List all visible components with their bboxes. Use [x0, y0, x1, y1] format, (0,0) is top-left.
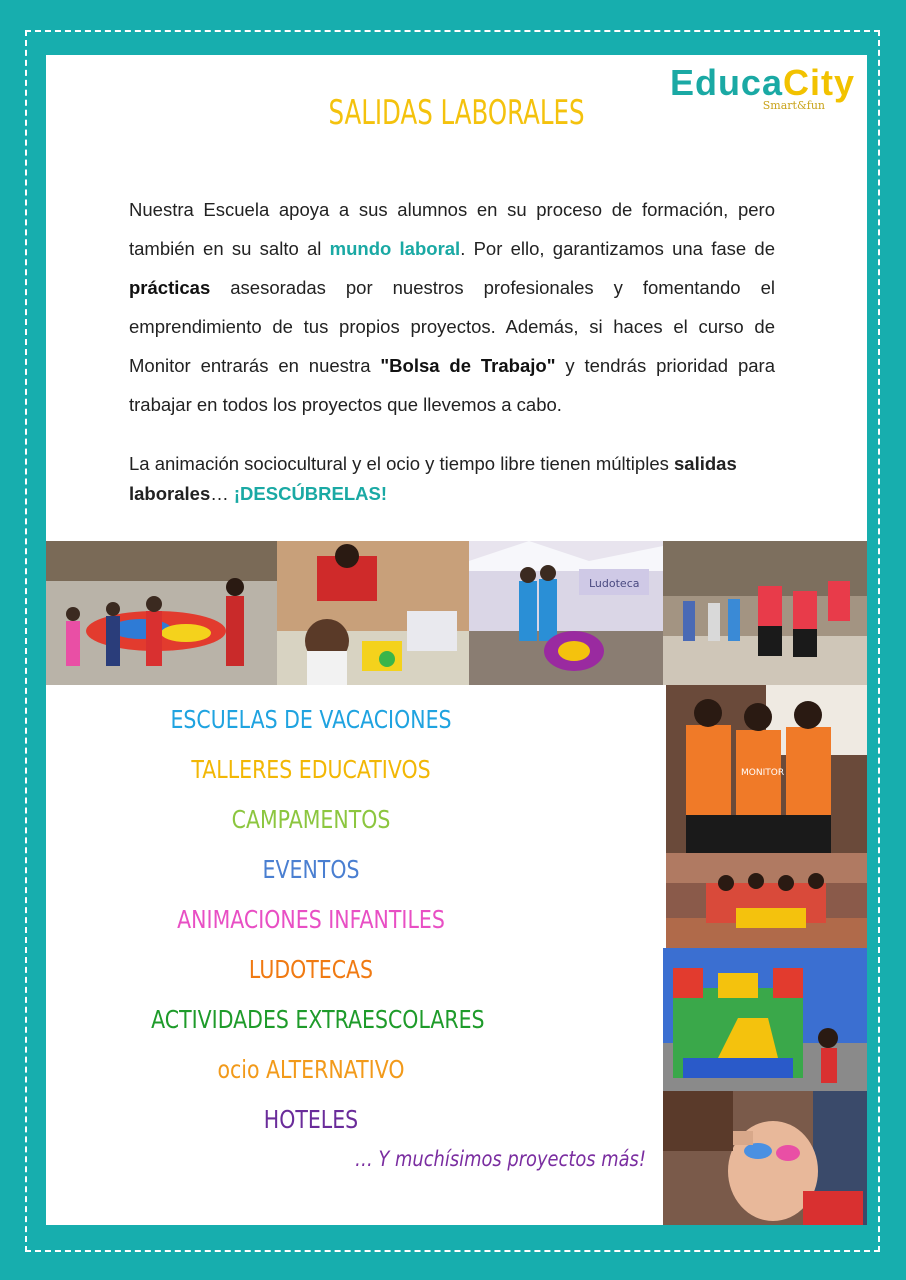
- ludoteca-sign-text: Ludoteca: [589, 577, 640, 590]
- outlets-list: [116, 695, 506, 1145]
- intro-text-3: asesoradas por nuestros profesionales y fomentando el emprendimiento de tus propios proyectos. Además, si haces el curso de Monitor entrarás en nuestra: [129, 277, 775, 376]
- outlets-text-2: …: [210, 483, 234, 504]
- logo-part-city: City: [782, 62, 855, 103]
- outlet-item: ESCUELAS DE VACACIONES: [170, 705, 452, 734]
- outlets-highlight-descubrelas: ¡DESCÚBRELAS!: [233, 483, 388, 504]
- intro-highlight-mundo-laboral: mundo laboral: [329, 238, 461, 259]
- intro-text-4: y tendrás prioridad para trabajar en todos los proyectos que llevemos a cabo.: [129, 355, 775, 415]
- flyer-page: [46, 55, 867, 1225]
- outlets-text-1: La animación sociocultural y el ocio y tiempo libre tienen múltiples: [129, 453, 674, 474]
- intro-text-1: Nuestra Escuela apoya a sus alumnos en su proceso de formación, pero también en su salto al: [129, 199, 775, 259]
- intro-bold-bolsa-trabajo: "Bolsa de Trabajo": [380, 355, 556, 376]
- closing-tagline: … Y muchísimos proyectos más!: [354, 1147, 646, 1171]
- logo-part-educa: Educa: [669, 62, 783, 103]
- photo-outdoor-dance-icon: [663, 541, 867, 685]
- photo-monitors-group-icon: [666, 685, 867, 853]
- outlets-bold-salidas: salidas laborales: [129, 453, 737, 504]
- outlet-item: ANIMACIONES INFANTILES: [177, 905, 445, 934]
- photo-parachute-game-icon: [46, 541, 277, 685]
- photo-ludoteca-tent-icon: [469, 541, 663, 685]
- outlet-item: ACTIVIDADES EXTRAESCOLARES: [151, 1005, 485, 1034]
- photo-face-painting-icon: [663, 1091, 867, 1225]
- outlet-item: EVENTOS: [262, 855, 360, 884]
- page-title: SALIDAS LABORALES: [328, 93, 585, 133]
- monitor-shirt-text: MONITOR: [741, 768, 785, 778]
- photo-gym-group-icon: [666, 853, 867, 948]
- photo-bouncy-castle-icon: [663, 948, 867, 1091]
- photo-crafts-workshop-icon: [277, 541, 469, 685]
- intro-bold-practicas: prácticas: [129, 277, 211, 298]
- outlet-item: ocio ALTERNATIVO: [217, 1055, 405, 1084]
- outlet-item: HOTELES: [263, 1105, 359, 1134]
- outlet-item: TALLERES EDUCATIVOS: [191, 755, 431, 784]
- logo-tagline: Smart&fun: [762, 99, 825, 112]
- outlet-item: CAMPAMENTOS: [231, 805, 391, 834]
- outlets-paragraph: [129, 449, 789, 509]
- intro-paragraph: [129, 190, 775, 424]
- intro-text-2: . Por ello, garantizamos una fase de: [460, 238, 776, 259]
- outlet-item: LUDOTECAS: [248, 955, 374, 984]
